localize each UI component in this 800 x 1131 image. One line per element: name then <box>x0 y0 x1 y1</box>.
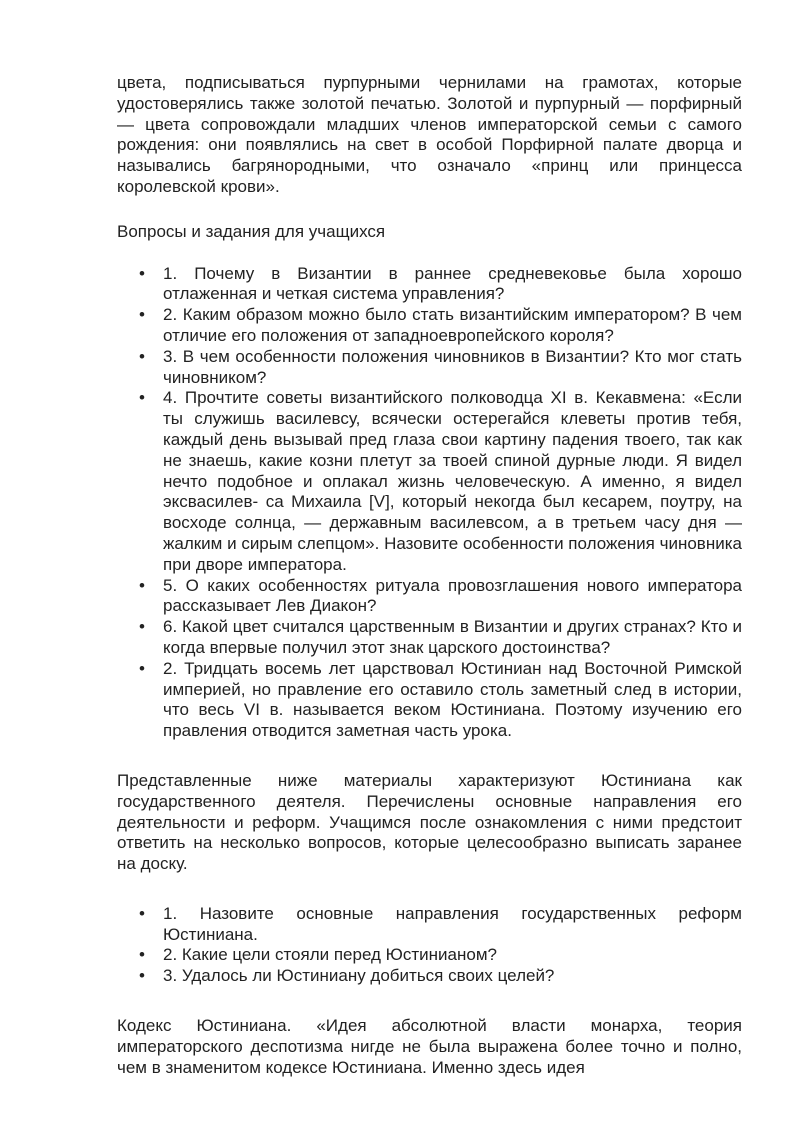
list-item-text: 2. Какие цели стояли перед Юстинианом? <box>163 945 497 965</box>
bullet-icon: • <box>139 903 145 923</box>
bullet-icon: • <box>139 617 145 637</box>
list-item <box>117 388 742 575</box>
list-item-text: 3. Удалось ли Юстиниану добиться своих целей? <box>163 966 555 986</box>
bullet-icon: • <box>139 966 145 986</box>
list-item <box>117 305 742 347</box>
bullet-icon: • <box>139 346 145 366</box>
codex-paragraph: Кодекс Юстиниана. «Идея абсолютной власти монарха, теория императорского деспотизма нигде не была выражена более точно и полно, чем в знаменитом кодексе Юстиниана. Именно здесь идея <box>117 1016 742 1077</box>
list-item-text: 6. Какой цвет считался царственным в Византии и других странах? Кто и когда впервые получил этот знак царского достоинства? <box>163 617 742 657</box>
list-item-text: 1. Назовите основные направления государственных реформ Юстиниана. <box>163 903 742 944</box>
list-item-text: 3. В чем особенности положения чиновников в Византии? Кто мог стать чиновником? <box>163 346 742 387</box>
bullet-icon: • <box>139 575 145 595</box>
list-item <box>117 264 742 306</box>
list-item-text: 5. О каких особенностях ритуала провозглашения нового императора рассказывает Лев Диакон? <box>163 575 742 616</box>
list-item <box>117 904 742 946</box>
questions-heading: Вопросы и задания для учащихся <box>117 221 386 241</box>
list-item <box>117 617 742 659</box>
questions-list <box>117 264 742 742</box>
list-item-text: 1. Почему в Византии в раннее средневековье была хорошо отлаженная и четкая система управления? <box>163 263 742 304</box>
bullet-icon: • <box>139 263 145 283</box>
list-item <box>117 659 742 742</box>
board-questions-list <box>117 904 742 987</box>
materials-paragraph: Представленные ниже материалы характеризуют Юстиниана как государственного деятеля. Перечислены основные направления его деятельности и реформ. Учащимся после ознакомления с ними предстоит ответить на несколько вопросов, которые целесообразно выписать заранее на доску. <box>117 770 742 874</box>
intro-paragraph: цвета, подписываться пурпурными чернилами на грамотах, которые удостоверялись также золотой печатью. Золотой и пурпурный — порфирный — цвета сопровождали младших членов императорской семьи с самого рождения: они появлялись на свет в особой Порфирной палате дворца и назывались багрянородными, что означало «принц или принцесса королевской крови». <box>117 73 742 196</box>
bullet-icon: • <box>139 658 145 678</box>
document-body <box>117 73 742 1078</box>
list-item <box>117 945 742 966</box>
list-item-text: 2. Тридцать восемь лет царствовал Юстиниан над Восточной Римской империей, но правление его оставило столь заметный след в истории, что весь VI в. называется веком Юстиниана. Поэтому изучению его правления отводится заметная часть урока. <box>163 658 742 741</box>
list-item <box>117 347 742 389</box>
list-item <box>117 966 742 987</box>
bullet-icon: • <box>139 388 145 408</box>
list-item-text: 2. Каким образом можно было стать византийским императором? В чем отличие его положения от западноевропейского короля? <box>163 305 742 345</box>
bullet-icon: • <box>139 305 145 325</box>
bullet-icon: • <box>139 945 145 965</box>
list-item <box>117 576 742 618</box>
list-item-text: 4. Прочтите советы византийского полководца XI в. Кекавмена: «Если ты служишь василевсу, всячески остерегайся клеветы против тебя, каждый день вызывай пред глаза свои картину падения твоего, так как не знаешь, какие козни плетут за твоей спиной дурные люди. Я видел нечто подобное и оплакал жизнь человеческую. А именно, я видел эксвасилев- са Михаила [V], который некогда был кесарем, поутру, на восходе солнца, — державным василевсом, а в третьем часу дня — жалким и сирым слепцом». Назовите особенности положения чиновника при дворе императора. <box>163 388 742 574</box>
